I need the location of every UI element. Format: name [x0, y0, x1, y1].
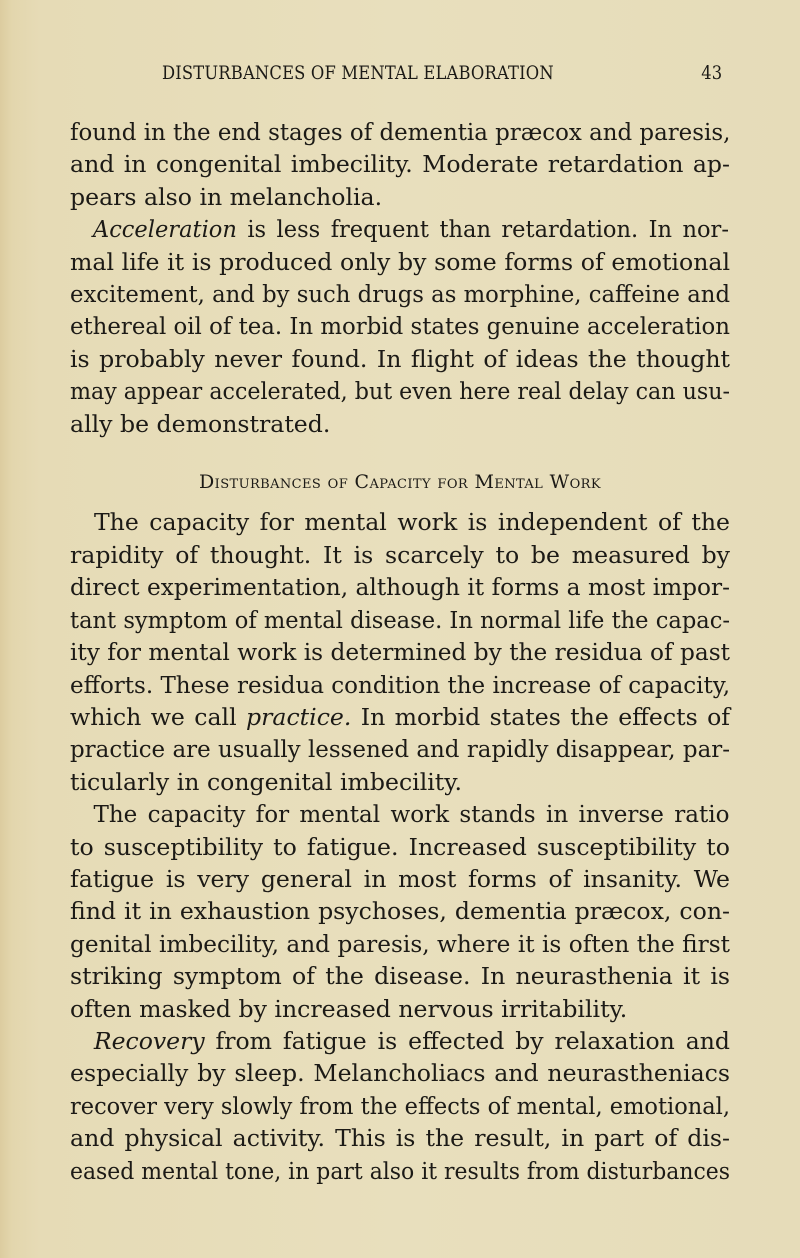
- text-line: is probably never found. In flight of ideas the thought: [70, 344, 730, 373]
- section-heading: Disturbances of Capacity for Mental Work: [199, 471, 601, 494]
- body-text: [70, 116, 730, 1187]
- text-line: eased mental tone, in part also it results from disturbances: [70, 1156, 731, 1185]
- text-line: tant symptom of mental disease. In normal life the capac-: [70, 605, 730, 634]
- text-line: practice are usually lessened and rapidly disappear, par-: [70, 735, 730, 764]
- text-fragment: from fatigue is effected by relaxation and: [204, 1026, 730, 1055]
- text-line: ticularly in congenital imbecility.: [70, 767, 462, 796]
- page-number: 43: [701, 62, 723, 84]
- text-line: direct experimentation, although it forms a most impor-: [70, 573, 731, 602]
- text-line: [70, 701, 730, 733]
- text-line: efforts. These residua condition the increase of capacity,: [70, 670, 731, 699]
- text-fragment: which we call: [70, 702, 246, 731]
- text-line: found in the end stages of dementia præcox and paresis,: [70, 118, 731, 146]
- paragraph-capacity: [70, 506, 730, 798]
- text-line: genital imbecility, and paresis, where it is often the first: [70, 929, 730, 958]
- text-line: rapidity of thought. It is scarcely to be measured by: [70, 540, 730, 569]
- text-line: mal life it is produced only by some forms of emotional: [70, 247, 730, 276]
- text-line: striking symptom of the disease. In neurasthenia it is: [70, 962, 730, 991]
- text-line: ethereal oil of tea. In morbid states genuine acceleration: [70, 312, 730, 341]
- text-line: fatigue is very general in most forms of insanity. We: [70, 864, 730, 893]
- text-line: find it in exhaustion psychoses, dementia præcox, con-: [70, 897, 730, 926]
- running-head: [70, 62, 723, 92]
- text-line: pears also in melancholia.: [70, 182, 383, 211]
- text-line: and in congenital imbecility. Moderate retardation ap-: [70, 150, 730, 179]
- text-line: and physical activity. This is the result, in part of dis-: [70, 1124, 730, 1153]
- text-line: especially by sleep. Melancholiacs and neurastheniacs: [70, 1059, 730, 1088]
- italic-term-acceleration: Acceleration: [92, 215, 237, 244]
- text-line: The capacity for mental work stands in inverse ratio: [93, 800, 730, 829]
- text-line: [70, 1025, 730, 1057]
- paragraph-recovery: [70, 1025, 730, 1187]
- text-line: [70, 213, 729, 245]
- text-line: ity for mental work is determined by the residua of past: [70, 638, 731, 667]
- text-line: to susceptibility to fatigue. Increased susceptibility to: [70, 832, 730, 861]
- paragraph-fatigue: [70, 798, 730, 1025]
- text-line: recover very slowly from the effects of mental, emotional,: [70, 1091, 731, 1120]
- text-line: often masked by increased nervous irritability.: [70, 994, 628, 1023]
- italic-term-practice: practice.: [246, 702, 352, 731]
- text-line: ally be demonstrated.: [70, 409, 331, 438]
- book-page: [70, 62, 730, 1187]
- paragraph-continuation: [70, 116, 730, 213]
- text-line: The capacity for mental work is independent of the: [93, 508, 730, 537]
- text-fragment: In morbid states the effects of: [351, 702, 731, 731]
- text-fragment: is less frequent than retardation. In nor-: [236, 215, 729, 244]
- text-line: excitement, and by such drugs as morphine, caffeine and: [70, 280, 730, 309]
- running-head-title: DISTURBANCES OF MENTAL ELABORATION: [162, 62, 554, 84]
- text-line: may appear accelerated, but even here real delay can usu-: [70, 377, 730, 406]
- italic-term-recovery: Recovery: [93, 1026, 205, 1055]
- paragraph-acceleration: [70, 213, 730, 440]
